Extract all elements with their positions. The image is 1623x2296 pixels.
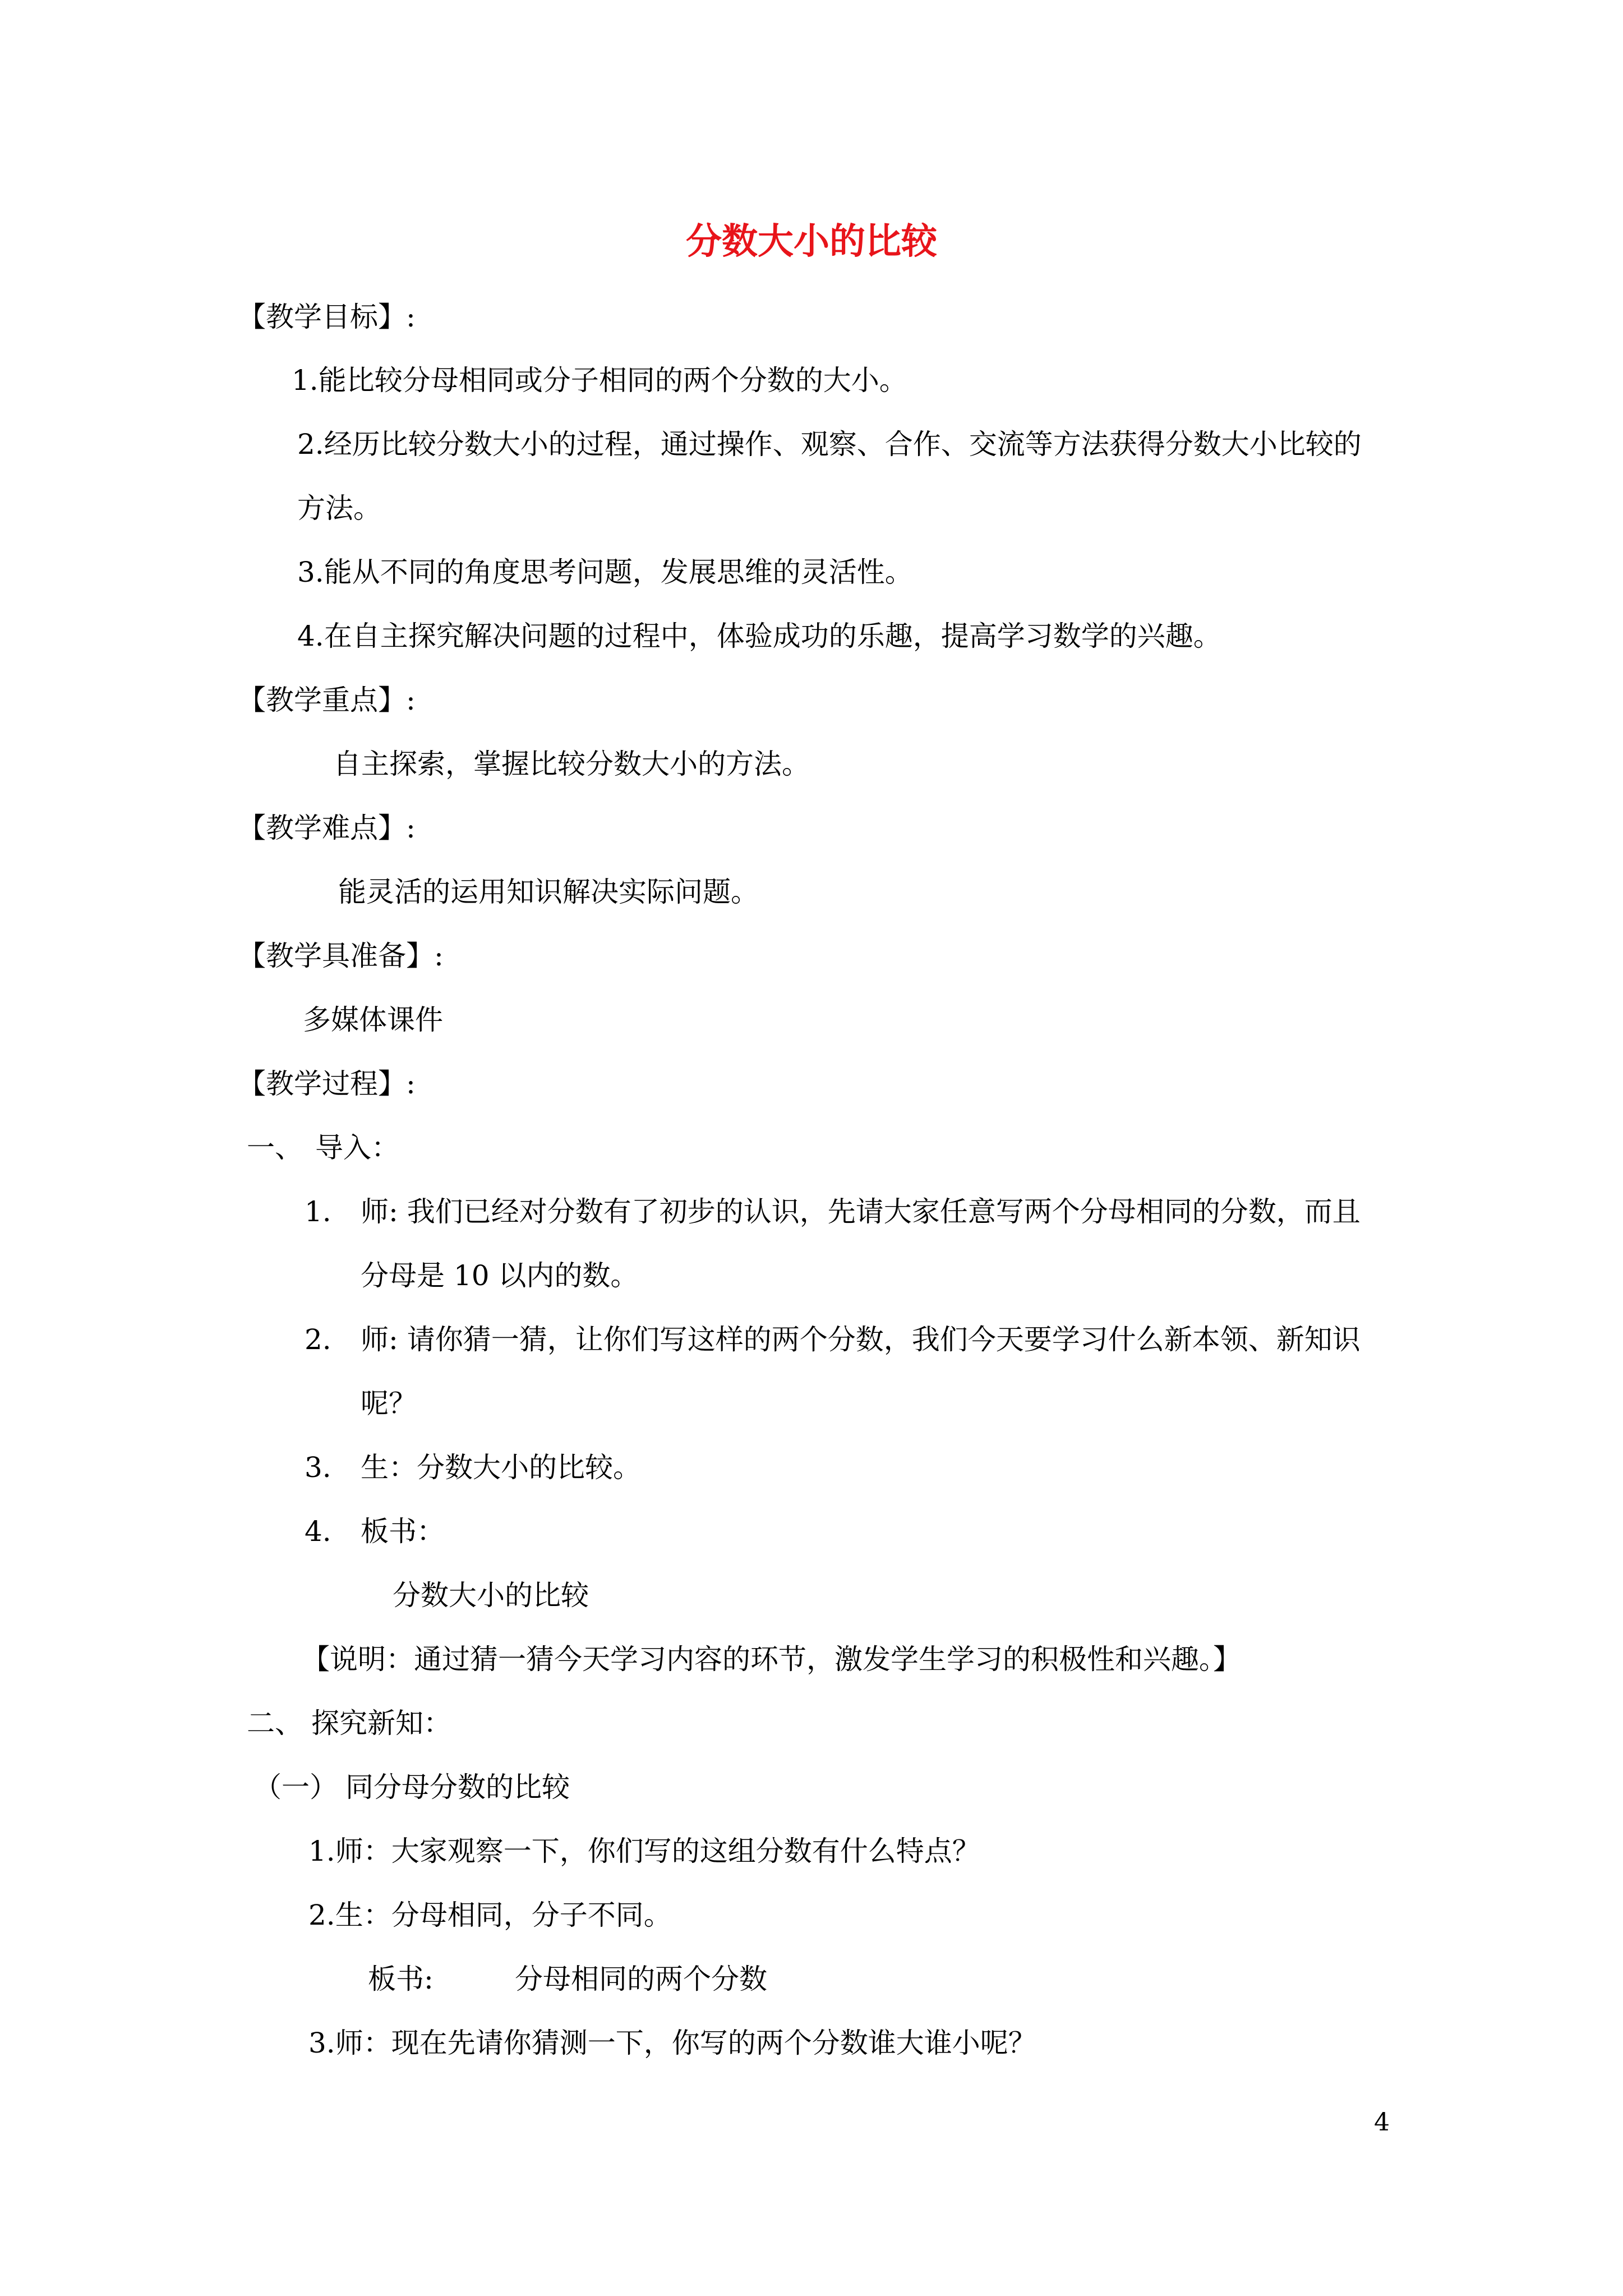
part1-label: 一、 [247, 1131, 303, 1164]
explanation-note: 【说明：通过猜一猜今天学习内容的环节，激发学生学习的积极性和兴趣。】 [302, 1643, 1241, 1676]
part1-title: 导入： [315, 1131, 399, 1164]
board-text: 分母相同的两个分数 [515, 1963, 767, 1995]
materials-text: 多媒体课件 [303, 1004, 443, 1036]
page-title: 分数大小的比较 [686, 220, 937, 263]
step-number: 2. [305, 1323, 331, 1356]
objective-item: 2.经历比较分数大小的过程，通过操作、观察、合作、交流等方法获得分数大小比较的 [297, 428, 1362, 461]
board-writing: 分数大小的比较 [393, 1579, 589, 1612]
process-heading: 【教学过程】: [238, 1068, 416, 1100]
part2-title: 探究新知： [311, 1707, 451, 1740]
board-label: 板书: [368, 1963, 434, 1995]
step-number: 3. [305, 1451, 331, 1484]
page-number: 4 [1374, 2108, 1390, 2137]
step-text: 师: 我们已经对分数有了初步的认识，先请大家任意写两个分母相同的分数，而且 [361, 1195, 1361, 1228]
objective-item-continuation: 方法。 [297, 492, 381, 524]
discussion-item: 3.师：现在先请你猜测一下，你写的两个分数谁大谁小呢？ [308, 2027, 1036, 2059]
step-text-continuation: 呢？ [361, 1387, 417, 1420]
objectives-heading: 【教学目标】: [238, 301, 416, 333]
step-number: 4. [305, 1515, 331, 1548]
discussion-item: 2.生：分母相同，分子不同。 [308, 1899, 672, 1931]
key-point-text: 自主探索，掌握比较分数大小的方法。 [333, 748, 810, 780]
objective-item: 1.能比较分母相同或分子相同的两个分数的大小。 [292, 364, 907, 397]
materials-heading: 【教学具准备】: [238, 940, 444, 972]
subsection-label: （一） [253, 1771, 338, 1803]
step-text: 生：分数大小的比较。 [361, 1451, 641, 1484]
objective-item: 3.能从不同的角度思考问题，发展思维的灵活性。 [297, 556, 913, 588]
step-number: 1. [305, 1195, 331, 1228]
part2-label: 二、 [247, 1707, 303, 1740]
key-point-heading: 【教学重点】: [238, 684, 416, 716]
step-text: 师: 请你猜一猜，让你们写这样的两个分数，我们今天要学习什么新本领、新知识 [361, 1323, 1361, 1356]
discussion-item: 1.师：大家观察一下，你们写的这组分数有什么特点？ [308, 1835, 980, 1867]
step-text-continuation: 分母是 10 以内的数。 [361, 1259, 639, 1292]
difficulty-heading: 【教学难点】: [238, 812, 416, 844]
objective-item: 4.在自主探究解决问题的过程中，体验成功的乐趣，提高学习数学的兴趣。 [297, 620, 1221, 652]
step-text: 板书： [361, 1515, 445, 1548]
subsection-title: 同分母分数的比较 [345, 1771, 570, 1803]
difficulty-text: 能灵活的运用知识解决实际问题。 [338, 876, 759, 908]
